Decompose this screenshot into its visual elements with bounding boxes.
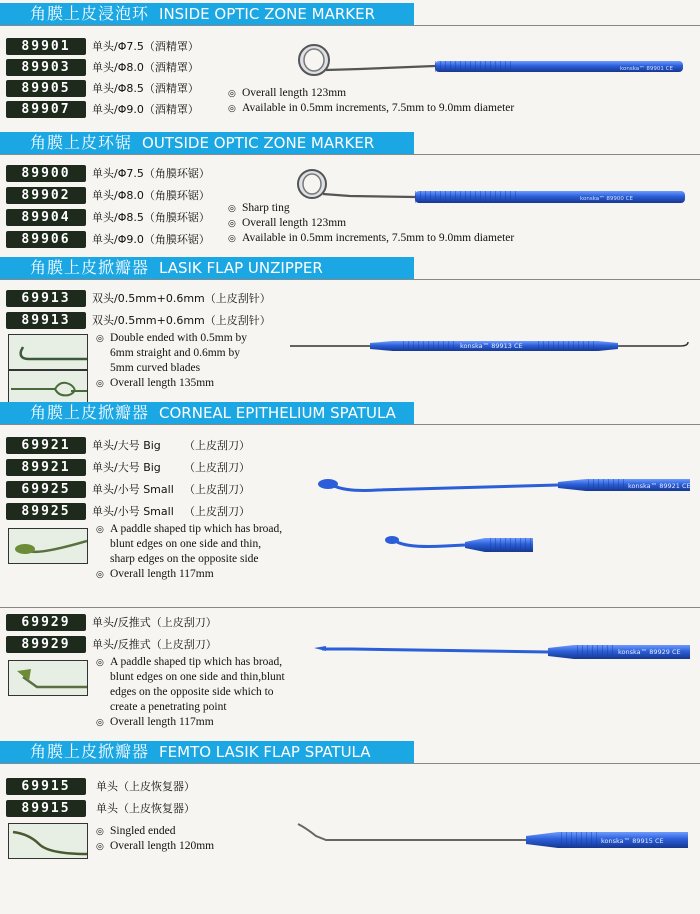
spec-note bbox=[110, 700, 227, 716]
product-desc: 单头（上皮恢复器） bbox=[96, 780, 195, 793]
bullet-icon: ◎ bbox=[96, 570, 104, 580]
spec-note bbox=[228, 231, 514, 248]
product-desc: 单头/反推式（上皮刮刀） bbox=[92, 616, 217, 629]
section-title-femto-spatula bbox=[0, 741, 414, 763]
bullet-icon: ◎ bbox=[228, 89, 236, 99]
outside-marker-instrument bbox=[290, 166, 690, 214]
product-code: 89905 bbox=[6, 80, 86, 97]
bullet-icon: ◎ bbox=[96, 334, 104, 344]
section-title-en: FEMTO LASIK FLAP SPATULA bbox=[159, 743, 371, 761]
spec-note-text: sharp edges on the opposite side bbox=[110, 553, 259, 565]
product-code: 89903 bbox=[6, 59, 86, 76]
instrument-engraving: konska™ 89901 CE bbox=[620, 66, 673, 72]
flap-unzipper-instrument bbox=[288, 330, 692, 360]
product-desc: 单头/Φ7.5（角膜环锯） bbox=[92, 167, 210, 180]
bullet-icon: ◎ bbox=[96, 525, 104, 535]
product-desc: 单头/反推式（上皮刮刀） bbox=[92, 638, 217, 651]
product-code: 89907 bbox=[6, 101, 86, 118]
product-desc: 单头/Φ8.5（酒精罩） bbox=[92, 82, 199, 95]
spec-note bbox=[110, 346, 240, 362]
bullet-icon: ◎ bbox=[228, 234, 236, 244]
product-desc: 单头/Φ8.0（角膜环锯） bbox=[92, 189, 210, 202]
product-code: 89902 bbox=[6, 187, 86, 204]
spec-note-text: Singled ended bbox=[110, 825, 176, 837]
product-code: 69921 bbox=[6, 437, 86, 454]
spec-note-text: Sharp ting bbox=[242, 202, 290, 214]
femto-spatula-instrument bbox=[296, 818, 692, 858]
product-desc: 单头/大号 Big bbox=[92, 461, 161, 474]
spec-note-text: A paddle shaped tip which has broad, bbox=[110, 523, 283, 535]
spec-note-text: 6mm straight and 0.6mm by bbox=[110, 347, 241, 359]
section-title-zh: 角膜上皮掀瓣器 bbox=[30, 403, 150, 422]
spec-note-text: edges on the opposite side which to bbox=[110, 686, 274, 698]
spec-note-text: Double ended with 0.5mm by bbox=[110, 332, 248, 344]
spatula-small-instrument bbox=[385, 532, 535, 558]
product-desc: 单头/Φ8.5（角膜环锯） bbox=[92, 211, 210, 224]
spec-note bbox=[96, 715, 214, 732]
spec-note-text: create a penetrating point bbox=[110, 701, 227, 713]
spec-note-text: blunt edges on one side and thin,blunt bbox=[110, 671, 285, 683]
product-desc: 双头/0.5mm+0.6mm（上皮刮针） bbox=[92, 314, 271, 327]
spec-note bbox=[110, 670, 285, 686]
tip-detail-image bbox=[8, 370, 88, 406]
tip-detail-image bbox=[8, 334, 88, 370]
product-code: 89929 bbox=[6, 636, 86, 653]
bullet-icon: ◎ bbox=[96, 842, 104, 852]
spec-note-text: Overall length 117mm bbox=[110, 716, 214, 728]
bullet-icon: ◎ bbox=[96, 827, 104, 837]
product-desc: 单头/Φ7.5（酒精罩） bbox=[92, 40, 199, 53]
product-code: 69913 bbox=[6, 290, 86, 307]
product-code: 89925 bbox=[6, 503, 86, 520]
instrument-engraving: konska™ 89929 CE bbox=[618, 648, 681, 656]
section-title-epithelium-spatula bbox=[0, 402, 414, 424]
spec-note bbox=[110, 685, 274, 701]
section-title-inside-marker bbox=[0, 3, 414, 25]
section-title-zh: 角膜上皮掀瓣器 bbox=[30, 742, 150, 761]
spec-note bbox=[96, 376, 214, 393]
spec-note-text: Overall length 123mm bbox=[242, 217, 347, 229]
bullet-icon: ◎ bbox=[96, 718, 104, 728]
instrument-engraving: konska™ 89913 CE bbox=[460, 342, 523, 350]
spec-note-text: Overall length 117mm bbox=[110, 568, 214, 580]
bullet-icon: ◎ bbox=[96, 379, 104, 389]
spec-note bbox=[96, 839, 214, 856]
product-desc: 单头/Φ9.0（酒精罩） bbox=[92, 103, 199, 116]
bullet-icon: ◎ bbox=[228, 219, 236, 229]
inside-marker-instrument bbox=[290, 40, 690, 88]
section-title-zh: 角膜上皮浸泡环 bbox=[30, 4, 150, 23]
product-code: 89904 bbox=[6, 209, 86, 226]
section-title-zh: 角膜上皮掀瓣器 bbox=[30, 258, 150, 277]
product-desc: 单头/Φ8.0（酒精罩） bbox=[92, 61, 199, 74]
bullet-icon: ◎ bbox=[96, 658, 104, 668]
section-title-en: INSIDE OPTIC ZONE MARKER bbox=[159, 5, 375, 23]
product-desc: 单头/小号 Small bbox=[92, 505, 174, 518]
spec-note-text: Overall length 123mm bbox=[242, 87, 347, 99]
product-code: 69929 bbox=[6, 614, 86, 631]
section-title-en: LASIK FLAP UNZIPPER bbox=[159, 259, 323, 277]
spec-note bbox=[110, 552, 259, 568]
spec-note bbox=[96, 567, 214, 584]
spec-note-text: Available in 0.5mm increments, 7.5mm to 9.0mm diameter bbox=[242, 232, 515, 244]
spec-note bbox=[228, 101, 514, 118]
product-desc-type: （上皮刮刀） bbox=[184, 483, 250, 496]
product-code: 69915 bbox=[6, 778, 86, 795]
section-divider bbox=[0, 25, 700, 26]
spec-note-text: blunt edges on one side and thin, bbox=[110, 538, 262, 550]
product-code: 89913 bbox=[6, 312, 86, 329]
product-desc-type: （上皮刮刀） bbox=[184, 461, 250, 474]
spec-note-text: Overall length 135mm bbox=[110, 377, 215, 389]
product-desc-type: （上皮刮刀） bbox=[184, 505, 250, 518]
spatula-big-instrument bbox=[318, 472, 694, 506]
section-divider bbox=[0, 154, 700, 155]
spec-note-text: Available in 0.5mm increments, 7.5mm to 9.0mm diameter bbox=[242, 102, 515, 114]
reverse-spatula-instrument bbox=[312, 640, 694, 666]
product-desc: 单头/小号 Small bbox=[92, 483, 174, 496]
product-desc: 单头/Φ9.0（角膜环锯） bbox=[92, 233, 210, 246]
spec-note-text: A paddle shaped tip which has broad, bbox=[110, 656, 283, 668]
instrument-engraving: konska™ 89900 CE bbox=[580, 196, 633, 202]
section-divider bbox=[0, 424, 700, 425]
section-title-en: OUTSIDE OPTIC ZONE MARKER bbox=[142, 134, 375, 152]
tip-detail-image bbox=[8, 823, 88, 859]
spec-note-text: 5mm curved blades bbox=[110, 362, 201, 374]
instrument-engraving: konska™ 89915 CE bbox=[601, 837, 664, 845]
instrument-engraving: konska™ 89921 CE bbox=[628, 482, 691, 490]
product-code: 89906 bbox=[6, 231, 86, 248]
product-desc: 单头（上皮恢复器） bbox=[96, 802, 195, 815]
product-desc: 双头/0.5mm+0.6mm（上皮刮针） bbox=[92, 292, 271, 305]
section-divider bbox=[0, 763, 700, 764]
bullet-icon: ◎ bbox=[228, 104, 236, 114]
bullet-icon: ◎ bbox=[228, 204, 236, 214]
section-divider bbox=[0, 607, 700, 608]
section-title-flap-unzipper bbox=[0, 257, 414, 279]
section-title-outside-marker bbox=[0, 132, 414, 154]
section-title-en: CORNEAL EPITHELIUM SPATULA bbox=[159, 404, 396, 422]
product-code: 89921 bbox=[6, 459, 86, 476]
product-desc: 单头/大号 Big bbox=[92, 439, 161, 452]
product-desc-type: （上皮刮刀） bbox=[184, 439, 250, 452]
spec-note bbox=[110, 537, 261, 553]
tip-detail-image bbox=[8, 660, 88, 696]
section-title-zh: 角膜上皮环锯 bbox=[30, 133, 133, 152]
product-code: 89915 bbox=[6, 800, 86, 817]
section-divider bbox=[0, 279, 700, 280]
product-code: 69925 bbox=[6, 481, 86, 498]
tip-detail-image bbox=[8, 528, 88, 564]
product-code: 89900 bbox=[6, 165, 86, 182]
spec-note bbox=[110, 361, 200, 377]
spec-note-text: Overall length 120mm bbox=[110, 840, 215, 852]
product-code: 89901 bbox=[6, 38, 86, 55]
